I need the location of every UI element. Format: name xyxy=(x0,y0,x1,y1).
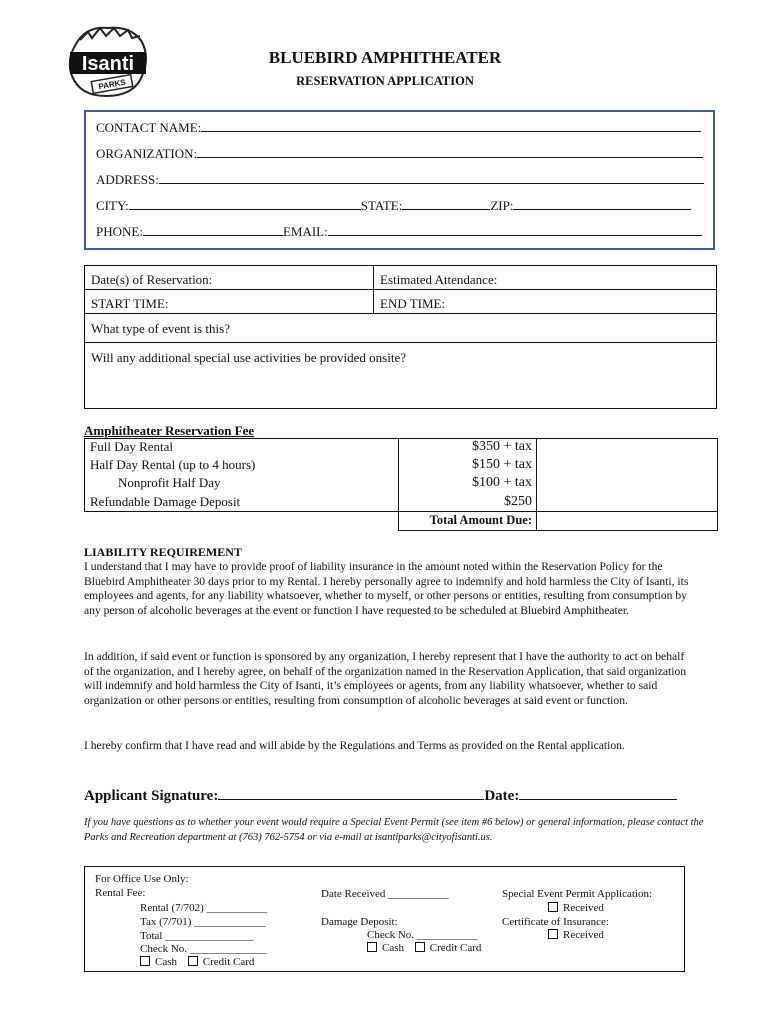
contact-section xyxy=(84,110,715,250)
fee-amount: $350 + tax xyxy=(472,439,532,454)
zip-field[interactable] xyxy=(513,196,691,210)
estimated-attendance-field[interactable]: Estimated Attendance: xyxy=(380,272,498,287)
page-subtitle: RESERVATION APPLICATION xyxy=(296,74,474,88)
date-label: Date: xyxy=(484,788,520,804)
liability-heading: LIABILITY REQUIREMENT xyxy=(84,545,242,559)
permit-received-checkbox[interactable] xyxy=(548,902,558,912)
certificate-insurance-label: Certificate of Insurance: xyxy=(502,916,609,928)
signature-field[interactable] xyxy=(218,784,484,800)
credit-card-checkbox[interactable] xyxy=(188,956,198,966)
total-line: Total ________________ xyxy=(140,930,254,942)
fee-label: Full Day Rental xyxy=(90,439,174,454)
fee-label: Refundable Damage Deposit xyxy=(90,494,241,509)
end-time-field[interactable]: END TIME: xyxy=(380,296,446,311)
credit-card-label: Credit Card xyxy=(202,956,255,968)
logo-text: Isanti xyxy=(81,53,135,75)
tax-line: Tax (7/701) _____________ xyxy=(140,916,266,928)
page-title: BLUEBIRD AMPHITHEATER xyxy=(268,48,502,67)
signature-date-field[interactable] xyxy=(519,784,677,800)
rental-line: Rental (7/702) ___________ xyxy=(140,902,268,914)
liability-paragraph-1: I understand that I may have to provide proof of liability insurance in the amount noted within the Reservation Policy for the Bluebird Amphitheater 30 days prior to my Rental. I hereby personally agree to indemnify and hold harmless the City of Isanti, its employees and agents, for any liability whatsoever, whether to myself, or other persons or entities, resulting from consumption by any person of alcoholic beverages at the event or function I have requested to be scheduled at Bluebird Amphitheater. xyxy=(84,560,689,617)
email-field[interactable] xyxy=(328,222,702,236)
fee-label: Nonprofit Half Day xyxy=(118,475,221,490)
fee-label: Half Day Rental (up to 4 hours) xyxy=(90,457,256,472)
office-use-box xyxy=(84,866,685,972)
fee-amount: $250 xyxy=(504,494,532,509)
contact-note: If you have questions as to whether your event would require a Special Event Permit (see item #6 below) or general information, please contact the Parks and Recreation department at (763) 762-5754 or via e-mail at isantiparks@cityofisanti.us. xyxy=(84,817,704,843)
deposit-credit-card-label: Credit Card xyxy=(429,942,482,954)
city-field[interactable] xyxy=(129,196,361,210)
zip-label: ZIP: xyxy=(490,198,514,213)
fee-amount: $150 + tax xyxy=(472,457,532,472)
email-label: EMAIL: xyxy=(282,224,328,239)
event-type-field[interactable]: What type of event is this? xyxy=(91,321,230,336)
deposit-cash-label: Cash xyxy=(382,942,404,954)
logo-sub: PARKS xyxy=(97,77,127,92)
insurance-received-checkbox[interactable] xyxy=(548,929,558,939)
total-amount-due-field[interactable] xyxy=(539,513,715,529)
deposit-check-no-line: Check No. ___________ xyxy=(367,929,478,941)
state-label: STATE: xyxy=(360,198,403,213)
office-heading: For Office Use Only: xyxy=(95,873,189,885)
phone-field[interactable] xyxy=(143,222,283,236)
signature-row xyxy=(84,784,677,805)
permit-received-label: Received xyxy=(563,902,604,914)
start-time-field[interactable]: START TIME: xyxy=(91,296,169,311)
insurance-received-label: Received xyxy=(563,929,604,941)
signature-label: Applicant Signature: xyxy=(84,788,219,804)
rental-fee-label: Rental Fee: xyxy=(95,887,146,899)
fee-amount: $100 + tax xyxy=(472,475,532,490)
fee-title: Amphitheater Reservation Fee xyxy=(84,423,255,438)
liability-paragraph-3: I hereby confirm that I have read and will abide by the Regulations and Terms as provided on the Rental application. xyxy=(84,739,625,752)
permit-application-label: Special Event Permit Application: xyxy=(502,888,652,900)
special-use-field[interactable]: Will any additional special use activities be provided onsite? xyxy=(91,350,406,365)
deposit-credit-card-checkbox[interactable] xyxy=(415,942,425,952)
city-label: CITY: xyxy=(96,198,129,213)
liability-paragraph-2: In addition, if said event or function is sponsored by any organization, I hereby represent that I have the authority to act on behalf of the organization, and I hereby agree, on behalf of the organization named in the Reservation Application, that said organization will indemnify and hold harmless the City of Isanti, it’s employees or agents, from any liability whatsoever, whether to said organization or other persons or entities, resulting from consumption of alcoholic beverages at said event or function. xyxy=(84,650,687,707)
date-received-line: Date Received ___________ xyxy=(321,888,449,900)
reservation-table xyxy=(84,265,717,409)
fee-table xyxy=(84,438,718,530)
damage-deposit-label: Damage Deposit: xyxy=(321,916,398,928)
phone-label: PHONE: xyxy=(96,224,143,239)
cash-checkbox[interactable] xyxy=(140,956,150,966)
organization-label: ORGANIZATION: xyxy=(96,146,198,161)
state-field[interactable] xyxy=(402,196,490,210)
dates-of-reservation-field[interactable]: Date(s) of Reservation: xyxy=(91,272,213,287)
check-no-line: Check No. ______________ xyxy=(140,943,267,955)
address-field[interactable] xyxy=(159,170,704,184)
cash-label: Cash xyxy=(155,956,177,968)
address-label: ADDRESS: xyxy=(96,172,159,187)
organization-field[interactable] xyxy=(197,144,703,158)
contact-name-field[interactable] xyxy=(201,118,701,132)
contact-name-label: CONTACT NAME: xyxy=(96,120,202,135)
total-amount-due-label: Total Amount Due: xyxy=(429,513,532,527)
deposit-cash-checkbox[interactable] xyxy=(367,942,377,952)
